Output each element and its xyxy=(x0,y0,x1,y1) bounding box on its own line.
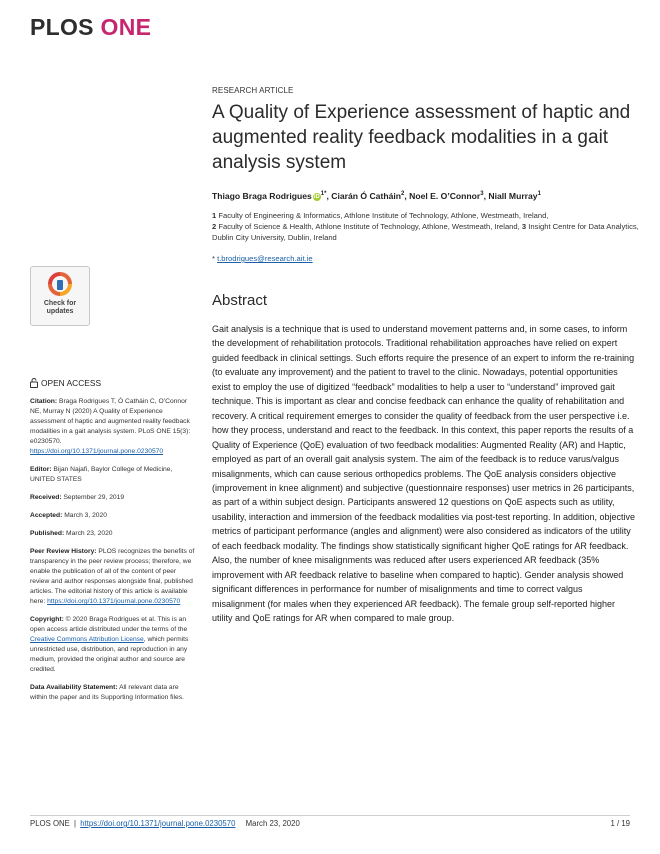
author-affiliation-sup: 1 xyxy=(320,191,325,197)
author-separator: , xyxy=(404,190,410,201)
license-link[interactable]: Creative Commons Attribution License xyxy=(30,636,144,643)
accepted-block xyxy=(30,511,196,521)
open-access-text: OPEN ACCESS xyxy=(41,378,102,388)
citation-label: Citation: xyxy=(30,398,58,405)
corresponding-mark: * xyxy=(324,191,327,197)
accepted-date: March 3, 2020 xyxy=(62,512,107,519)
author-affiliation-sup: 3 xyxy=(480,191,484,197)
author-separator: , xyxy=(483,190,489,201)
affiliation-number: 1 xyxy=(212,211,217,220)
orcid-icon[interactable]: iD xyxy=(314,193,320,200)
accepted-label: Accepted: xyxy=(30,512,63,519)
email-mark: * xyxy=(212,254,218,263)
author-separator: , xyxy=(326,190,332,201)
author-name: Noel E. O’Connor xyxy=(409,190,481,201)
published-block xyxy=(30,529,196,539)
author-affiliation-sup: 2 xyxy=(401,191,405,197)
copyright-text: © 2020 Braga Rodrigues et al. This is an open access article distributed under the terms of the xyxy=(30,616,188,633)
check-for-updates-icon xyxy=(48,272,72,298)
footer-divider xyxy=(30,815,630,816)
footer-date: March 23, 2020 xyxy=(245,819,300,828)
page-number: 1 / 19 xyxy=(610,819,630,828)
affiliation-number: 3 xyxy=(521,222,527,231)
journal-logo[interactable] xyxy=(30,14,151,40)
editor-block xyxy=(30,465,196,485)
affiliation-text: Insight Centre for Data Analytics, Dublin City University, Dublin, Ireland xyxy=(212,222,639,242)
cfu-line1: Check for xyxy=(43,300,77,307)
logo-plos: PLOS xyxy=(30,14,94,40)
received-block xyxy=(30,493,196,503)
check-for-updates-badge[interactable] xyxy=(30,266,90,326)
copyright-label: Copyright: xyxy=(30,616,64,623)
received-label: Received: xyxy=(30,494,62,501)
peer-review-label: Peer Review History: xyxy=(30,548,97,555)
author-name: Niall Murray xyxy=(488,190,538,201)
open-access-label xyxy=(30,378,101,388)
peer-review-text: PLOS recognizes the benefits of transparency in the peer review process; therefore, we enable the publication of all of the content of peer review and author responses alongside final, published articles. The editorial history of this article is available here: xyxy=(30,548,195,605)
article-title: A Quality of Experience assessment of haptic and augmented reality feedback modalities in a gait analysis system xyxy=(212,102,631,173)
abstract-body: Gait analysis is a technique that is used to understand movement patterns and, in some cases, to inform the development of rehabilitation protocols. Traditional rehabilitation approaches have relied on expert guided feedback in clinical settings. Such efforts require the presence of an expert to inform the re-training (to evaluate any improvement) and the patient to travel to the clinic. Nowadays, potential opportunities exist to employ the use of digitized “feedback” modalities to help a user to “understand” improved gait technique. This is important as clear and concise feedback can enhance the quality of rehabilitation and recovery. A critical requirement emerges to consider the quality of feedback from the user perspective i.e. how they process, understand and react to the feedback. In this context, this paper reports the results of a Quality of Experience (QoE) evaluation of two feedback modalities: Augmented Reality (AR) and Haptic, employed as part of an overall gait analysis system. The aim of the feedback is to reduce varus/valgus misalignments, which can cause serious orthopedics problems. The QoE analysis considers objective (improvement in knee alignment) and subjective (questionnaire responses) user metrics in 26 participants, as part of a within subject design. Participants answered 12 questions on QoE aspects such as utility, usability, interaction and immersion of the feedback modalities via post-test reporting. In addition, objective metrics of participant performance (angles and alignment) were also considered as indicators of the utility of each feedback modality. The findings show statistically significant higher QoE ratings for AR feedback. Also, the number of knee misalignments was reduced after users experienced AR feedback (35% improvement with AR feedback relative to baseline when compared to haptic). Gender analysis showed significant differences in performance for number of misalignments and time to correct valgus misalignment (for males when they experienced AR feedback). The female group self-reported higher utility and QoE ratings for AR when compared to male group. xyxy=(212,324,636,624)
data-availability-text: All relevant data are within the paper and its Supporting Information files. xyxy=(30,684,184,701)
peer-review-block xyxy=(30,547,196,607)
editor-label: Editor: xyxy=(30,466,52,473)
data-availability-block xyxy=(30,683,196,703)
article-metadata-sidebar xyxy=(30,397,196,711)
citation-text: Braga Rodrigues T, Ó Catháin C, O’Connor NE, Murray N (2020) A Quality of Experience assessment of haptic and augmented reality feedback modalities in a gait analysis system. PLoS ONE 15(3): e0230570. xyxy=(30,398,191,445)
footer-journal: PLOS ONE xyxy=(30,819,70,828)
logo-one: ONE xyxy=(100,14,152,40)
footer-doi-link[interactable]: https://doi.org/10.1371/journal.pone.0230570 xyxy=(80,819,236,828)
published-label: Published: xyxy=(30,530,65,537)
affiliation-text: Faculty of Engineering & Informatics, Athlone Institute of Technology, Athlone, Westmeath, Ireland, xyxy=(216,211,549,220)
editor-text: Bijan Najafi, Baylor College of Medicine, UNITED STATES xyxy=(30,466,173,483)
open-lock-icon xyxy=(30,378,38,388)
corresponding-email xyxy=(212,254,313,263)
abstract-heading: Abstract xyxy=(212,292,268,309)
check-for-updates-label xyxy=(31,300,89,316)
data-availability-label: Data Availability Statement: xyxy=(30,684,118,691)
affiliations xyxy=(212,210,642,243)
affiliation-number: 2 xyxy=(212,222,217,231)
citation-doi-link[interactable]: https://doi.org/10.1371/journal.pone.0230570 xyxy=(30,448,164,455)
footer-separator: | xyxy=(74,819,77,828)
copyright-text-end: , which permits unrestricted use, distribution, and reproduction in any medium, provided the original author and source are credited. xyxy=(30,636,189,673)
author-affiliation-sup: 1 xyxy=(537,191,541,197)
published-date: March 23, 2020 xyxy=(64,530,113,537)
author-name: Ciarán Ó Catháin xyxy=(331,190,401,201)
author-name: Thiago Braga Rodrigues xyxy=(212,190,312,201)
page-footer xyxy=(30,819,630,828)
received-date: September 29, 2019 xyxy=(61,494,125,501)
copyright-block xyxy=(30,615,196,675)
affiliation-text: Faculty of Science & Health, Athlone Institute of Technology, Athlone, Westmeath, Ireland, xyxy=(216,222,522,231)
citation-block xyxy=(30,397,196,457)
author-list xyxy=(212,188,642,202)
peer-review-link[interactable]: https://doi.org/10.1371/journal.pone.0230570 xyxy=(47,598,181,605)
cfu-line2: updates xyxy=(46,308,74,315)
email-link[interactable]: t.brodrigues@research.ait.ie xyxy=(217,254,313,263)
article-type: RESEARCH ARTICLE xyxy=(212,86,294,95)
